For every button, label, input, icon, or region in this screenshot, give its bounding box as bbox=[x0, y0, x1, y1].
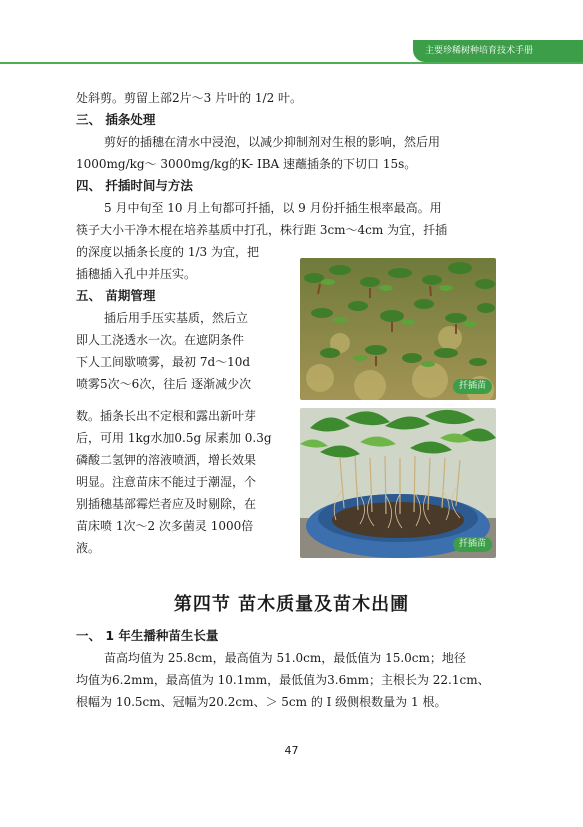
photo-caption: 扦插苗 bbox=[453, 379, 492, 394]
rooted-cuttings-photo bbox=[300, 408, 496, 558]
running-header bbox=[413, 40, 583, 62]
paragraph-line: 苗高均值为 25.8cm，最高值为 51.0cm，最低值为 15.0cm；地径 bbox=[104, 651, 466, 665]
paragraph-line: 1000mg/kg～ 3000mg/kg的K- IBA 速蘸插条的下切口 15s。 bbox=[76, 157, 417, 171]
paragraph-line: 喷雾5次～6次，往后 逐渐减少次 bbox=[76, 377, 252, 391]
paragraph-line: 别插穗基部霉烂者应及时剔除，在 bbox=[76, 497, 257, 511]
paragraph-line: 磷酸二氢钾的溶液喷洒，增长效果 bbox=[76, 453, 257, 467]
page-number: 47 bbox=[284, 744, 299, 757]
paragraph-line: 处斜剪。剪留上部2片～3 片叶的 1/2 叶。 bbox=[76, 91, 303, 105]
subheading-growth: 一、 1 年生播种苗生长量 bbox=[76, 628, 219, 643]
paragraph-line: 即人工浇透水一次。在遮阴条件 bbox=[76, 333, 245, 347]
paragraph-line: 5 月中旬至 10 月上旬都可扦插，以 9 月份扦插生根率最高。用 bbox=[104, 201, 442, 215]
subheading-insert-treatment: 三、 插条处理 bbox=[76, 112, 156, 127]
paragraph-line: 下人工间歇喷雾，最初 7d～10d bbox=[76, 355, 251, 369]
cutting-bed-photo bbox=[300, 258, 496, 400]
running-header-title: 主要珍稀树种培育技术手册 bbox=[425, 46, 534, 56]
paragraph-line: 均值为6.2mm，最高值为 10.1mm，最低值为3.6mm；主根长为 22.1cm、 bbox=[76, 673, 490, 687]
subheading-cutting-time: 四、 扦插时间与方法 bbox=[76, 178, 193, 193]
photo-caption: 扦插苗 bbox=[453, 537, 492, 552]
paragraph-line: 筷子大小干净木棍在培养基质中打孔，株行距 3cm～4cm 为宜，扦插 bbox=[76, 223, 448, 237]
paragraph-line: 剪好的插穗在清水中浸泡，以减少抑制剂对生根的影响，然后用 bbox=[104, 135, 441, 149]
subheading-seedling-management: 五、 苗期管理 bbox=[76, 288, 156, 303]
paragraph-line: 的深度以插条长度的 1/3 为宜，把 bbox=[76, 245, 259, 259]
section-title: 第四节 苗木质量及苗木出圃 bbox=[173, 594, 410, 615]
paragraph-line: 插后用手压实基质，然后立 bbox=[104, 311, 249, 325]
paragraph-line: 苗床喷 1次～2 次多菌灵 1000倍 bbox=[76, 519, 254, 533]
paragraph-line: 后，可用 1kg水加0.5g 尿素加 0.3g bbox=[76, 431, 272, 445]
paragraph-line: 明显。注意苗床不能过于潮湿，个 bbox=[76, 475, 257, 489]
paragraph-line: 根幅为 10.5cm、冠幅为20.2cm、＞ 5cm 的 I 级侧根数量为 1 根。 bbox=[76, 695, 447, 709]
header-rule bbox=[0, 62, 583, 64]
paragraph-line: 插穗插入孔中并压实。 bbox=[76, 267, 197, 281]
paragraph-line: 数。插条长出不定根和露出新叶芽 bbox=[76, 409, 257, 423]
paragraph-line: 液。 bbox=[76, 541, 101, 555]
